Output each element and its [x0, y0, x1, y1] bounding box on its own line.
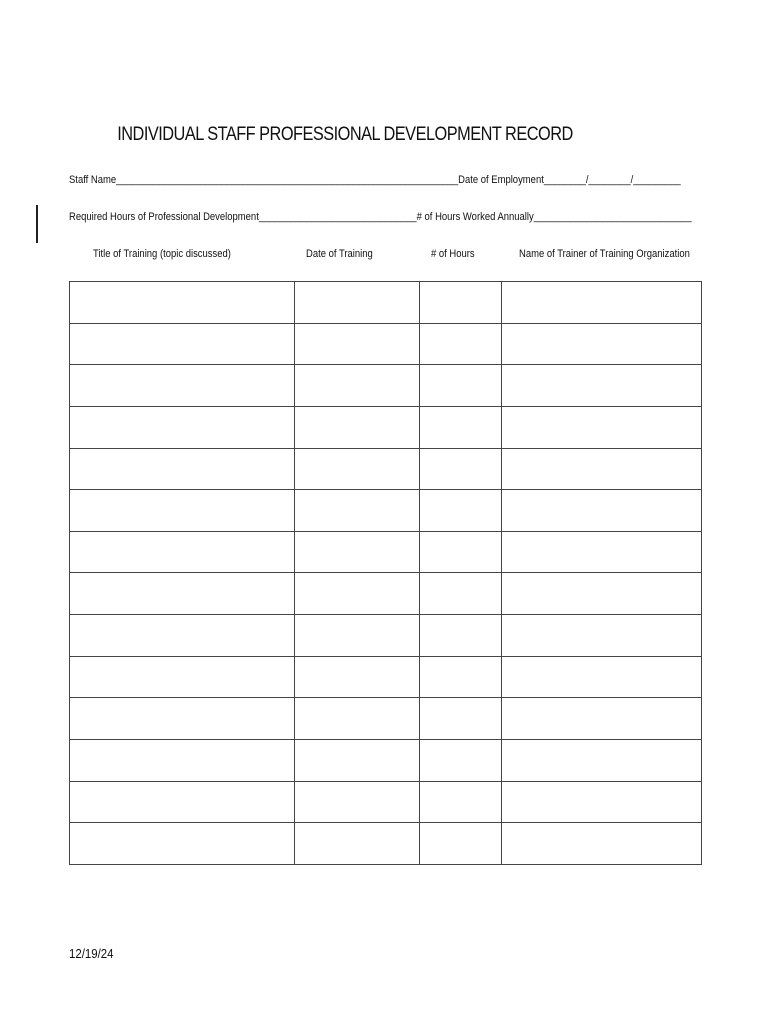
cell-trainer[interactable]	[502, 781, 702, 823]
required-hours-line[interactable]: Required Hours of Professional Development______________________________# of Hours Worked Annually______________________________	[69, 211, 692, 223]
cell-hours[interactable]	[420, 615, 502, 657]
cell-trainer[interactable]	[502, 698, 702, 740]
cell-trainer[interactable]	[502, 448, 702, 490]
cell-hours[interactable]	[420, 282, 502, 324]
cell-title[interactable]	[70, 448, 295, 490]
cell-hours[interactable]	[420, 781, 502, 823]
table-row	[70, 573, 702, 615]
cell-trainer[interactable]	[502, 740, 702, 782]
cell-trainer[interactable]	[502, 823, 702, 865]
cell-trainer[interactable]	[502, 615, 702, 657]
cell-hours[interactable]	[420, 490, 502, 532]
cell-date[interactable]	[295, 823, 420, 865]
footer-date: 12/19/24	[69, 946, 114, 961]
cell-date[interactable]	[295, 282, 420, 324]
table-row	[70, 365, 702, 407]
cell-hours[interactable]	[420, 823, 502, 865]
table-row	[70, 531, 702, 573]
header-trainer-name: Name of Trainer of Training Organization	[519, 248, 690, 260]
cell-hours[interactable]	[420, 698, 502, 740]
cell-hours[interactable]	[420, 406, 502, 448]
cell-date[interactable]	[295, 448, 420, 490]
table-row	[70, 823, 702, 865]
cell-date[interactable]	[295, 406, 420, 448]
cell-trainer[interactable]	[502, 365, 702, 407]
cell-title[interactable]	[70, 406, 295, 448]
table-row	[70, 282, 702, 324]
cell-hours[interactable]	[420, 531, 502, 573]
cell-title[interactable]	[70, 531, 295, 573]
cell-hours[interactable]	[420, 740, 502, 782]
cell-hours[interactable]	[420, 573, 502, 615]
cell-date[interactable]	[295, 698, 420, 740]
cell-title[interactable]	[70, 490, 295, 532]
cell-date[interactable]	[295, 490, 420, 532]
cell-date[interactable]	[295, 365, 420, 407]
table-row	[70, 781, 702, 823]
table-row	[70, 406, 702, 448]
cell-trainer[interactable]	[502, 656, 702, 698]
staff-name-employment-line[interactable]: Staff Name_________________________________________________________________Date of Employment________/________/_________	[69, 174, 681, 186]
training-record-table	[69, 281, 702, 865]
text-cursor	[36, 205, 38, 243]
cell-title[interactable]	[70, 365, 295, 407]
cell-title[interactable]	[70, 656, 295, 698]
cell-trainer[interactable]	[502, 406, 702, 448]
table-row	[70, 740, 702, 782]
cell-trainer[interactable]	[502, 573, 702, 615]
table-row	[70, 323, 702, 365]
cell-hours[interactable]	[420, 448, 502, 490]
table-row	[70, 448, 702, 490]
cell-date[interactable]	[295, 323, 420, 365]
cell-title[interactable]	[70, 615, 295, 657]
table-row	[70, 490, 702, 532]
table-row	[70, 656, 702, 698]
cell-date[interactable]	[295, 781, 420, 823]
cell-title[interactable]	[70, 282, 295, 324]
form-title: INDIVIDUAL STAFF PROFESSIONAL DEVELOPMENT RECORD	[117, 124, 573, 145]
table-row	[70, 698, 702, 740]
table-row	[70, 615, 702, 657]
cell-title[interactable]	[70, 698, 295, 740]
header-hours: # of Hours	[431, 248, 475, 260]
cell-date[interactable]	[295, 531, 420, 573]
cell-title[interactable]	[70, 740, 295, 782]
cell-hours[interactable]	[420, 365, 502, 407]
cell-trainer[interactable]	[502, 490, 702, 532]
cell-hours[interactable]	[420, 323, 502, 365]
header-title-of-training: Title of Training (topic discussed)	[93, 248, 231, 260]
cell-title[interactable]	[70, 573, 295, 615]
header-date-of-training: Date of Training	[306, 248, 373, 260]
cell-trainer[interactable]	[502, 531, 702, 573]
cell-date[interactable]	[295, 615, 420, 657]
cell-title[interactable]	[70, 823, 295, 865]
cell-title[interactable]	[70, 323, 295, 365]
cell-trainer[interactable]	[502, 323, 702, 365]
cell-trainer[interactable]	[502, 282, 702, 324]
cell-date[interactable]	[295, 656, 420, 698]
cell-date[interactable]	[295, 573, 420, 615]
cell-title[interactable]	[70, 781, 295, 823]
cell-date[interactable]	[295, 740, 420, 782]
cell-hours[interactable]	[420, 656, 502, 698]
